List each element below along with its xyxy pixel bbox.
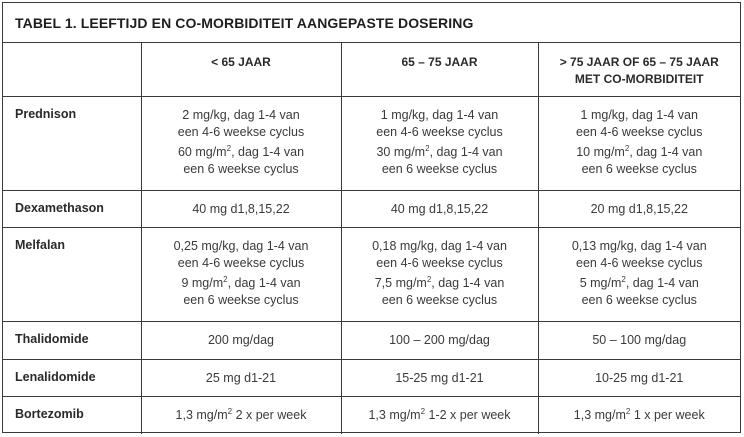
- cell-prednison-65-75: 1 mg/kg, dag 1-4 van een 4-6 weekse cyclus 30 $mg/m^2$, dag 1-4 van een 6 weekse cyclus: [341, 96, 538, 190]
- cell-lenalidomide-over-75: 10-25 mg d1-21: [538, 359, 740, 396]
- cell-bortezomib-65-75: 1,3 $mg/m^2$ 1-2 x per week: [341, 396, 538, 434]
- header-under-65: < 65 JAAR: [141, 43, 341, 96]
- row-label: Melfalan: [3, 227, 141, 321]
- cell-melfalan-over-75: 0,13 mg/kg, dag 1-4 van een 4-6 weekse cyclus 5 $mg/m^2$, dag 1-4 van een 6 weekse cyclus: [538, 227, 740, 321]
- table-row-melfalan: [3, 227, 740, 321]
- cell-lenalidomide-under-65: 25 mg d1-21: [141, 359, 341, 396]
- table-row-prednison: [3, 96, 740, 190]
- cell-bortezomib-over-75: 1,3 $mg/m^2$ 1 x per week: [573, 406, 705, 422]
- dosage-table-frame: [2, 2, 741, 433]
- cell-prednison-under-65: 2 mg/kg, dag 1-4 van een 4-6 weekse cyclus 60 $mg/m^2$, dag 1-4 van een 6 weekse cyclus: [141, 96, 341, 190]
- table-row-dexamethason: [3, 190, 740, 227]
- cell-thalidomide-under-65: 200 mg/dag: [141, 321, 341, 359]
- cell-thalidomide-65-75: 100 – 200 mg/dag: [341, 321, 538, 359]
- table-row-thalidomide: [3, 321, 740, 359]
- table-row-bortezomib: [3, 396, 740, 434]
- table-title: TABEL 1. LEEFTIJD EN CO-MORBIDITEIT AANGEPASTE DOSERING: [3, 3, 740, 43]
- row-label: Prednison: [3, 96, 141, 190]
- cell-dexamethason-under-65: 40 mg d1,8,15,22: [141, 190, 341, 227]
- cell-bortezomib-under-65: 1,3 $mg/m^2$ 2 x per week: [141, 396, 341, 434]
- cell-prednison-over-75: 1 mg/kg, dag 1-4 van een 4-6 weekse cyclus 10 $mg/m^2$, dag 1-4 van een 6 weekse cyclus: [538, 96, 740, 190]
- cell-melfalan-65-75: 0,18 mg/kg, dag 1-4 van een 4-6 weekse cyclus 7,5 $mg/m^2$, dag 1-4 van een 6 weekse cyclus: [341, 227, 538, 321]
- row-label: Thalidomide: [3, 321, 141, 359]
- header-65-75: 65 – 75 JAAR: [341, 43, 538, 96]
- cell-dexamethason-65-75: 40 mg d1,8,15,22: [341, 190, 538, 227]
- cell-dexamethason-over-75: 20 mg d1,8,15,22: [538, 190, 740, 227]
- row-label: Dexamethason: [3, 190, 141, 227]
- header-empty: [3, 43, 141, 96]
- cell-thalidomide-over-75: 50 – 100 mg/dag: [538, 321, 740, 359]
- row-label: Lenalidomide: [3, 359, 141, 396]
- header-over-75-line1: > 75 JAAR OF 65 – 75 JAAR: [559, 55, 719, 69]
- cell-melfalan-under-65: 0,25 mg/kg, dag 1-4 van een 4-6 weekse cyclus 9 $mg/m^2$, dag 1-4 van een 6 weekse cyclus: [141, 227, 341, 321]
- header-over-75-line2: MET CO-MORBIDITEIT: [574, 72, 704, 86]
- table-row-lenalidomide: [3, 359, 740, 396]
- header-over-75: [538, 43, 740, 96]
- header-row: [3, 43, 740, 96]
- dosage-table: [3, 43, 740, 434]
- cell-lenalidomide-65-75: 15-25 mg d1-21: [341, 359, 538, 396]
- row-label: Bortezomib: [3, 396, 141, 434]
